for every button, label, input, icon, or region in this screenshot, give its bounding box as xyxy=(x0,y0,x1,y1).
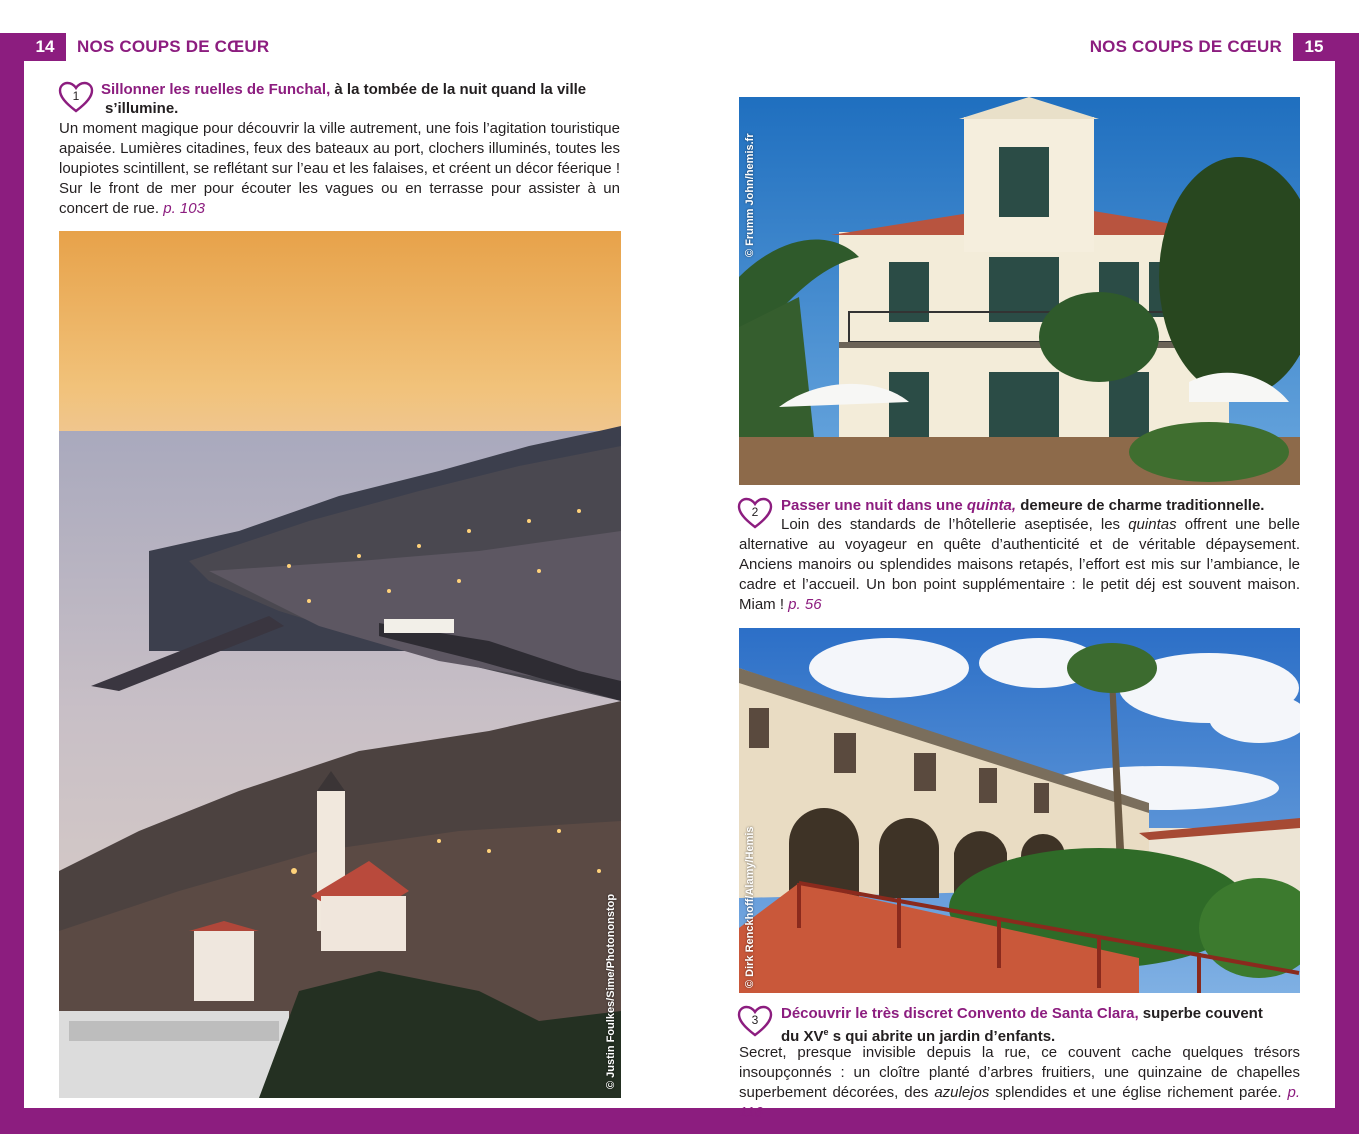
item-2-title xyxy=(781,496,1300,515)
heart-number-1-icon xyxy=(58,81,94,113)
item-1-title-line2: s’illumine. xyxy=(105,100,179,117)
item-2-page-ref: p. 56 xyxy=(788,596,822,613)
heart-number-1-text: 1 xyxy=(72,89,80,103)
item-2-body xyxy=(739,515,1300,615)
item-3-title-line2a: du XV xyxy=(781,1028,824,1045)
right-page-edge-bar xyxy=(1335,33,1359,1134)
item-2-title-rest: demeure de charme traditionnelle. xyxy=(1016,497,1265,514)
item-3-title xyxy=(781,1004,1300,1046)
funchal-photo-credit: © Justin Foulkes/Sime/Photononstop xyxy=(605,893,617,1089)
item-3-body-text-a: Secret, presque invisible depuis la rue, ce couvent cache quelques trésors insoupçonnés : un cloître planté d’arbres fruitiers, une quinzaine de chapelles superbement décorées, des xyxy=(739,1044,1300,1101)
quinta-photo xyxy=(739,97,1300,485)
page-number-left: 14 xyxy=(24,33,66,61)
item-2-body-text-b: offrent une belle alternative au voyageur en quête d’authenticité et de véritable dépaysement. Anciens manoirs ou splendides maisons retapés, l’effort est mis sur l’ambiance, le cadre et l’accueil. Un bon point supplémentaire : le petit déj est souvent maison. Miam ! xyxy=(739,516,1300,613)
item-3-body-italic: azulejos xyxy=(934,1084,990,1101)
item-3-body xyxy=(739,1043,1300,1123)
left-page-edge-bar xyxy=(0,33,24,1134)
item-3-body-text-b: splendides et une église richement parée. xyxy=(989,1084,1288,1101)
item-2-title-highlight: Passer une nuit dans une xyxy=(781,497,967,514)
item-3-title-sup: e xyxy=(823,1027,829,1037)
heart-number-3-text: 3 xyxy=(751,1013,759,1027)
item-2-body-italic: quintas xyxy=(1128,516,1177,533)
item-1-body-text: Un moment magique pour découvrir la ville autrement, une fois l’agitation touristique apaisée. Lumières citadines, feux des bateaux au port, clochers illuminés, toutes les loupiotes scintillent, se reflétant sur l’eau et les falaises, et créent un décor féerique ! Sur le front de mer pour écouter les vagues ou en terrasse pour assister à un concert de rue. xyxy=(59,120,620,217)
page-top-margin xyxy=(0,0,1359,33)
item-1-title-highlight: Sillonner les ruelles de Funchal, xyxy=(101,81,331,98)
heart-number-2-text: 2 xyxy=(751,505,759,519)
item-3-title-rest: superbe couvent xyxy=(1138,1005,1263,1022)
item-2-title-italic: quinta, xyxy=(966,497,1017,514)
item-2-body-text-a: Loin des standards de l’hôtellerie aseptisée, les xyxy=(781,516,1129,533)
running-head-right: NOS COUPS DE CŒUR xyxy=(1089,37,1282,56)
item-1-page-ref: p. 103 xyxy=(163,200,205,217)
heart-number-3-icon xyxy=(737,1005,773,1037)
page-number-right: 15 xyxy=(1293,33,1335,61)
funchal-night-photo xyxy=(59,231,621,1098)
convento-photo xyxy=(739,628,1300,993)
running-head-left: NOS COUPS DE CŒUR xyxy=(77,37,270,56)
item-3-page-ref: p. 116 xyxy=(739,1084,1300,1121)
item-1-title-rest: à la tombée de la nuit quand la ville xyxy=(330,81,587,98)
quinta-photo-credit: © Frumm John/hemis.fr xyxy=(744,133,756,257)
convento-photo-credit: © Dirk Renckhoff/Alamy/Hemis xyxy=(744,826,756,988)
item-3-title-highlight: Découvrir le très discret Convento de Santa Clara, xyxy=(781,1005,1139,1022)
item-1-title xyxy=(101,80,621,118)
item-1-body xyxy=(59,119,620,219)
item-3-title-line2b: s qui abrite un jardin d’enfants. xyxy=(828,1028,1056,1045)
